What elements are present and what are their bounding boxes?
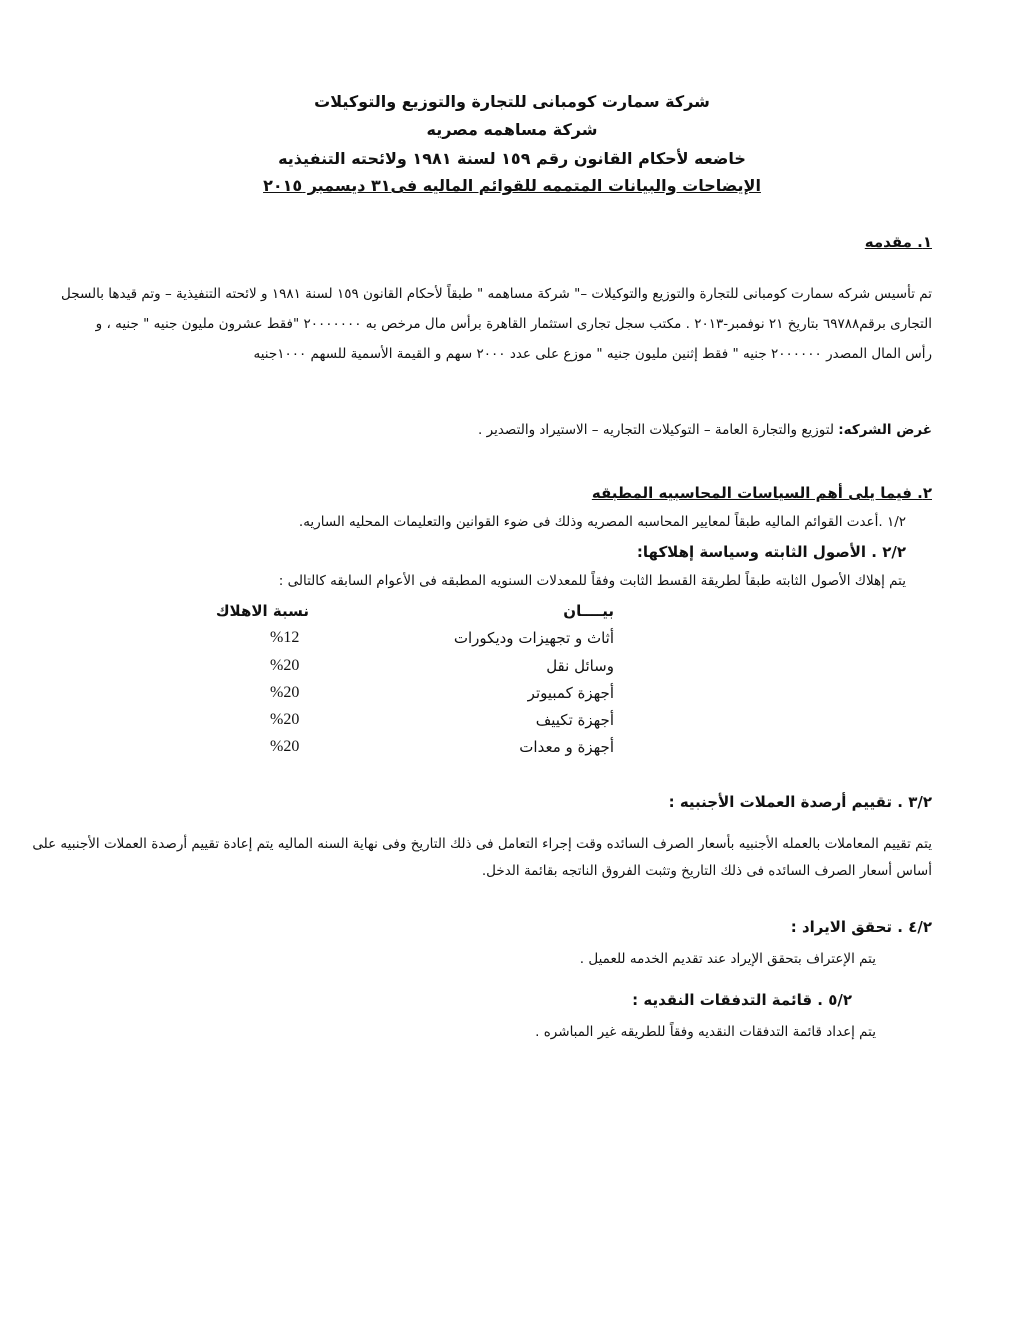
- table-row-label: أثاث و تجهيزات وديكورات: [453, 629, 614, 647]
- policy-item-3-line-1: يتم تقييم المعاملات بالعمله الأجنبيه بأسعار الصرف السائده وقت إجراء التعامل فى ذلك التاريخ وفى نهاية السنه الماليه يتم إعادة تقييم أرصدة العملات الأجنبيه على: [32, 836, 932, 852]
- policy-item-4-text: يتم الإعتراف بتحقق الإيراد عند تقديم الخدمه للعميل .: [579, 951, 876, 967]
- company-type: شركة مساهمه مصريه: [426, 120, 598, 139]
- policy-item-5-title: ٥/٢ . قائمة التدفقات النقديه :: [632, 991, 852, 1009]
- policy-item-1: ١/٢ .أعدت القوائم الماليه طبقاً لمعايير المحاسبه المصريه وذلك فى ضوء القوانين والتعليمات المحليه الساريه.: [298, 514, 906, 530]
- table-row-rate: %20: [270, 684, 300, 701]
- section-1-title: ١. مقدمه: [864, 233, 932, 251]
- policy-item-2-title: ٢/٢ . الأصول الثابته وسياسة إهلاكها:: [636, 543, 906, 561]
- document-title: الإيضاحات والبيانات المتممه للقوائم الماليه فى٣١ ديسمبر ٢٠١٥: [263, 176, 761, 195]
- intro-paragraph-line-2: التجارى برقم٦٩٧٨٨ بتاريخ ٢١ نوفمبر-٢٠١٣ . مكتب سجل تجارى استثمار القاهرة برأس مال مرخص به ٢٠٠٠٠٠٠٠ "فقط عشرون مليون جنيه " جنيه ، و: [95, 316, 932, 332]
- policy-item-3-line-2: أساس أسعار الصرف السائده فى ذلك التاريخ وتثبت الفروق الناتجه بقائمة الدخل.: [481, 863, 932, 879]
- company-purpose-text: لتوزيع والتجارة العامة – التوكيلات التجاريه – الاستيراد والتصدير .: [478, 422, 839, 438]
- table-row-rate: %20: [270, 738, 300, 755]
- section-2-title: ٢. فيما يلى أهم السياسات المحاسبيه المطبقه: [591, 484, 932, 502]
- table-row-label: وسائل نقل: [546, 657, 614, 675]
- table-header-description: بيــــان: [563, 602, 614, 620]
- law-reference: خاضعه لأحكام القانون رقم ١٥٩ لسنة ١٩٨١ ولائحته التنفيذيه: [278, 149, 746, 168]
- company-purpose: [478, 422, 932, 438]
- table-row-rate: %20: [270, 711, 300, 728]
- company-purpose-label: غرض الشركه:: [838, 422, 932, 438]
- policy-item-2-text: يتم إهلاك الأصول الثابته طبقاً لطريقة القسط الثابت وفقاً للمعدلات السنويه المطبقه فى الأعوام السابقه كالتالى :: [278, 573, 906, 589]
- company-name: شركة سمارت كومبانى للتجارة والتوزيع والتوكيلات: [314, 92, 710, 111]
- table-row-label: أجهزة و معدات: [519, 738, 614, 756]
- table-row-label: أجهزة تكييف: [535, 711, 614, 729]
- table-row-rate: %20: [270, 657, 300, 674]
- intro-paragraph-line-3: رأس المال المصدر ٢٠٠٠٠٠٠ جنيه " فقط إثنين مليون جنيه " موزع على عدد ٢٠٠٠ سهم و القيمة الأسمية للسهم ١٠٠٠جنيه: [253, 346, 932, 362]
- policy-item-5-text: يتم إعداد قائمة التدفقات النقديه وفقاً للطريقه غير المباشره .: [535, 1024, 876, 1040]
- table-row-rate: %12: [270, 629, 300, 646]
- table-row-label: أجهزة كمبيوتر: [527, 684, 614, 702]
- intro-paragraph-line-1: تم تأسيس شركه سمارت كومبانى للتجارة والتوزيع والتوكيلات –" شركة مساهمه " طبقاً لأحكام القانون ١٥٩ لسنة ١٩٨١ و لائحته التنفيذية – وتم قيدها بالسجل: [61, 286, 932, 302]
- table-header-rate: نسبة الاهلاك: [215, 602, 309, 620]
- policy-item-3-title: ٣/٢ . تقييم أرصدة العملات الأجنبيه :: [668, 793, 932, 811]
- policy-item-4-title: ٤/٢ . تحقق الايراد :: [790, 918, 932, 936]
